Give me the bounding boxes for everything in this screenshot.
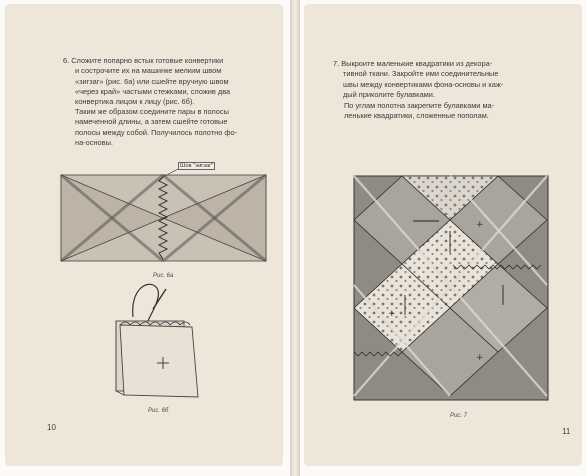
caption-6a: Рис. 6а: [153, 273, 174, 279]
right-page: [304, 4, 582, 466]
book-gutter: [290, 0, 300, 476]
figure-7: [353, 175, 549, 401]
step-7-paragraph: 7. Выкроите маленькие квадратики из декора- тивной ткани. Закройте ими соединительные швы между конвертиками фона-основы и каж- дый приколите булавками.: [333, 59, 504, 99]
caption-6b: Рис. 6б: [148, 408, 169, 414]
svg-text:+: +: [476, 353, 484, 363]
caption-7: Рис. 7: [450, 413, 468, 419]
svg-text:+: +: [388, 309, 396, 319]
page-number-right: 11: [562, 427, 571, 436]
seam-zigzag-label: Шов "зигзаг": [180, 163, 214, 169]
figure-6b: [108, 279, 208, 407]
page-number-left: 10: [47, 423, 56, 432]
left-page: [5, 4, 283, 466]
pairs-paragraph: Таким же образом соедините пары в полосы намеченной длины, а затем сшейте готовые полосы между собой. Получилось полотно фо- на-основы.: [75, 107, 238, 147]
corners-paragraph: По углам полотна закрепите булавками ма- ленькие квадратики, сложенные пополам.: [344, 101, 495, 121]
step-6-paragraph: 6. Сложите попарно встык готовые конвертики и сострочите их на машинке мелким швом «зигзаг» (рис. 6а) или сшейте вручную швом «через край» частыми стежками, сложив два конвертика лицом к лицу (рис. 6б).: [63, 56, 231, 107]
figure-6a: [58, 167, 270, 267]
svg-text:+: +: [476, 220, 484, 230]
